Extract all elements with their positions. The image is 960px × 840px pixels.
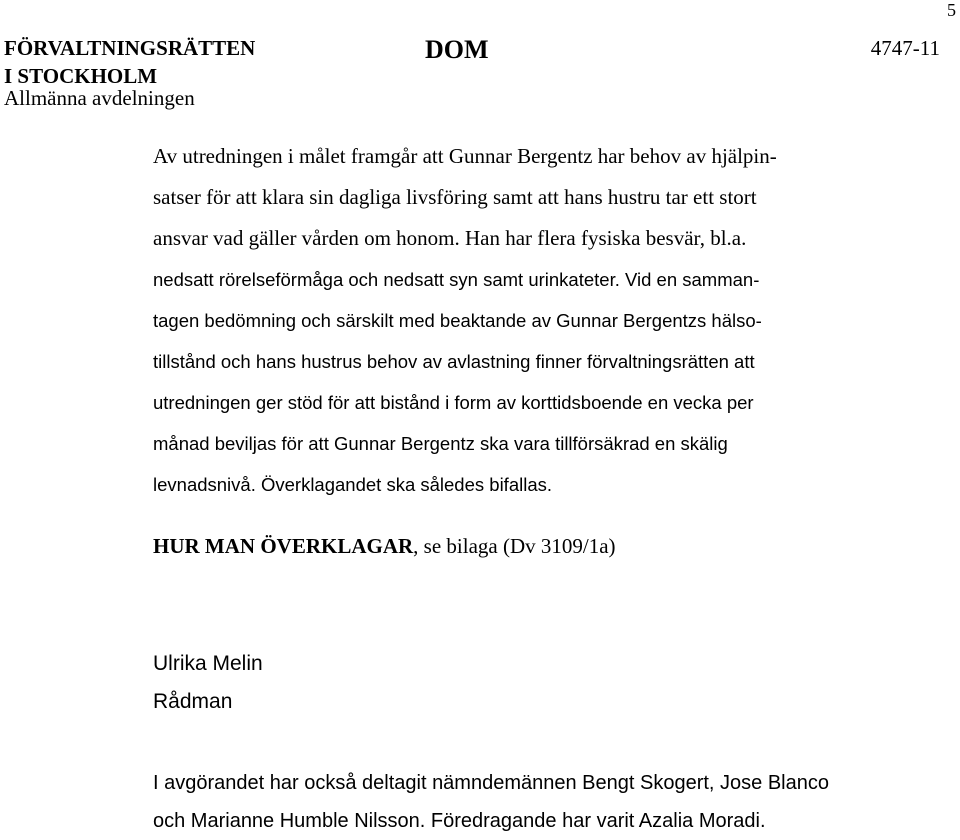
court-name xyxy=(4,34,255,90)
court-name-line2: I STOCKHOLM xyxy=(4,64,158,88)
paragraph-line: tagen bedömning och särskilt med beaktande av Gunnar Bergentzs hälso- xyxy=(153,310,762,331)
document-type: DOM xyxy=(425,35,489,64)
appeal-instructions xyxy=(153,528,616,564)
court-name-line1: FÖRVALTNINGSRÄTTEN xyxy=(4,36,256,60)
paragraph-line: månad beviljas för att Gunnar Bergentz ska vara tillförsäkrad en skälig xyxy=(153,433,728,454)
participants-line: I avgörandet har också deltagit nämndemännen Bengt Skogert, Jose Blanco xyxy=(153,772,829,794)
paragraph-line: ansvar vad gäller vården om honom. Han har flera fysiska besvär, bl.a. xyxy=(153,226,747,250)
judgment-paragraph xyxy=(153,136,953,505)
page-number: 5 xyxy=(947,0,956,20)
signer-title: Rådman xyxy=(153,690,233,713)
appeal-heading: HUR MAN ÖVERKLAGAR xyxy=(153,534,414,558)
participants-line: och Marianne Humble Nilsson. Föredragande har varit Azalia Moradi. xyxy=(153,810,766,832)
participants-note xyxy=(153,764,829,840)
appeal-reference: , se bilaga (Dv 3109/1a) xyxy=(413,534,616,558)
paragraph-line: levnadsnivå. Överklagandet ska således bifallas. xyxy=(153,474,553,495)
paragraph-line: satser för att klara sin dagliga livsföring samt att hans hustru tar ett stort xyxy=(153,185,757,209)
signer-name: Ulrika Melin xyxy=(153,652,263,675)
paragraph-line: nedsatt rörelseförmåga och nedsatt syn samt urinkateter. Vid en samman- xyxy=(153,269,760,290)
paragraph-line: tillstånd och hans hustrus behov av avlastning finner förvaltningsrätten att xyxy=(153,351,755,372)
paragraph-line: Av utredningen i målet framgår att Gunnar Bergentz har behov av hjälpin- xyxy=(153,144,777,168)
department-name: Allmänna avdelningen xyxy=(4,86,195,110)
case-number: 4747-11 xyxy=(870,36,940,60)
paragraph-line: utredningen ger stöd för att bistånd i form av korttidsboende en vecka per xyxy=(153,392,754,413)
